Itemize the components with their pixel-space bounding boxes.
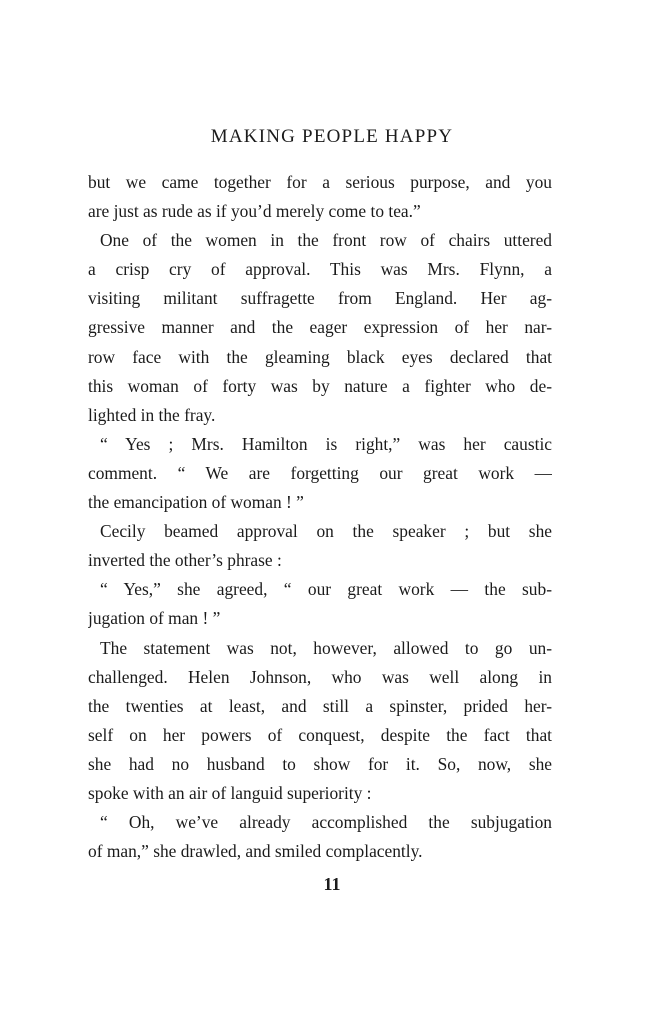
text-line: “ Yes ; Mrs. Hamilton is right,” was her caustic: [100, 433, 552, 454]
text-line: a crisp cry of approval. This was Mrs. Flynn, a: [88, 259, 552, 280]
text-line: spoke with an air of languid superiority :: [88, 782, 372, 803]
text-line: “ Oh, we’ve already accomplished the subjugation: [100, 812, 552, 833]
text-line: lighted in the fray.: [88, 404, 216, 425]
page-number: 11: [323, 874, 341, 894]
text-line: challenged. Helen Johnson, who was well along in: [88, 666, 552, 687]
text-line: this woman of forty was by nature a fighter who de-: [88, 375, 552, 396]
text-line: row face with the gleaming black eyes declared that: [88, 346, 552, 367]
text-line: of man,” she drawled, and smiled complacently.: [88, 841, 423, 862]
text-line: The statement was not, however, allowed to go un-: [100, 637, 552, 658]
text-line: but we came together for a serious purpose, and you: [88, 172, 552, 192]
text-line: the emancipation of woman ! ”: [88, 492, 304, 513]
text-line: inverted the other’s phrase :: [88, 550, 282, 571]
text-line: she had no husband to show for it. So, now, she: [88, 753, 552, 774]
text-line: are just as rude as if you’d merely come to tea.”: [88, 201, 421, 222]
text-line: comment. “ We are forgetting our great work —: [88, 462, 552, 483]
text-line: gressive manner and the eager expression of her nar-: [88, 317, 552, 338]
running-head: MAKING PEOPLE HAPPY: [210, 126, 454, 147]
text-line: the twenties at least, and still a spinster, prided her-: [88, 695, 552, 716]
text-line: visiting militant suffragette from England. Her ag-: [88, 288, 552, 309]
text-line: “ Yes,” she agreed, “ our great work — the sub-: [100, 579, 552, 600]
text-line: jugation of man ! ”: [88, 608, 221, 629]
text-line: One of the women in the front row of chairs uttered: [100, 230, 552, 251]
text-line: Cecily beamed approval on the speaker ; but she: [100, 521, 552, 542]
body-text: [88, 168, 552, 866]
text-line: self on her powers of conquest, despite the fact that: [88, 724, 552, 745]
